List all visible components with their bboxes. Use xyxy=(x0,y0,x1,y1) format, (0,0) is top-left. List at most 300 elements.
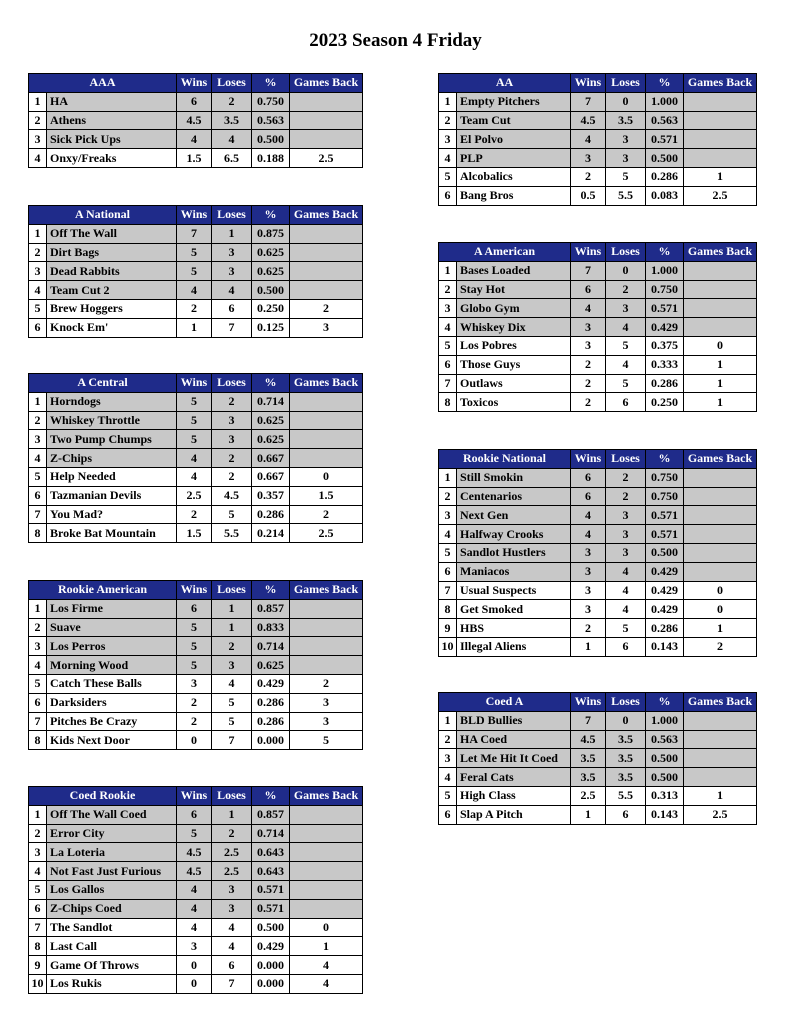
loses-cell: 2 xyxy=(606,280,646,299)
games-back-cell xyxy=(290,843,363,862)
rank-cell: 1 xyxy=(29,92,47,111)
pct-cell: 0.000 xyxy=(252,974,290,993)
rank-cell: 4 xyxy=(29,656,47,675)
pct-cell: 0.500 xyxy=(252,918,290,937)
team-name-cell: Bang Bros xyxy=(457,186,571,205)
table-row xyxy=(29,318,363,337)
pct-header: % xyxy=(252,74,290,93)
rank-cell: 4 xyxy=(29,449,47,468)
rank-cell: 10 xyxy=(439,637,457,656)
wins-cell: 5 xyxy=(177,430,212,449)
team-name-cell: Broke Bat Mountain xyxy=(47,524,177,543)
team-name-cell: El Polvo xyxy=(457,130,571,149)
wins-cell: 5 xyxy=(177,411,212,430)
rank-cell: 8 xyxy=(29,937,47,956)
rank-cell: 2 xyxy=(29,243,47,262)
table-row xyxy=(439,506,757,525)
team-name-cell: You Mad? xyxy=(47,505,177,524)
rank-cell: 4 xyxy=(439,525,457,544)
pct-cell: 0.313 xyxy=(646,786,684,805)
loses-cell: 5 xyxy=(606,619,646,638)
games-back-cell xyxy=(290,618,363,637)
team-name-cell: Tazmanian Devils xyxy=(47,486,177,505)
rank-cell: 4 xyxy=(29,281,47,300)
loses-cell: 3 xyxy=(212,430,252,449)
pct-header: % xyxy=(252,374,290,393)
pct-cell: 0.083 xyxy=(646,186,684,205)
standings-table-aa xyxy=(438,73,757,206)
games-back-header: Games Back xyxy=(290,74,363,93)
table-row xyxy=(439,92,757,111)
wins-cell: 3 xyxy=(571,581,606,600)
games-back-cell: 1 xyxy=(684,374,757,393)
pct-cell: 0.500 xyxy=(646,768,684,787)
table-row xyxy=(439,261,757,280)
loses-cell: 3.5 xyxy=(212,111,252,130)
team-name-cell: Los Gallos xyxy=(47,880,177,899)
games-back-header: Games Back xyxy=(290,787,363,806)
pct-cell: 0.750 xyxy=(252,92,290,111)
rank-cell: 1 xyxy=(29,599,47,618)
wins-cell: 4.5 xyxy=(571,111,606,130)
table-header-row xyxy=(29,787,363,806)
games-back-header: Games Back xyxy=(290,206,363,225)
pct-header: % xyxy=(252,787,290,806)
team-name-cell: Athens xyxy=(47,111,177,130)
games-back-cell: 1 xyxy=(290,937,363,956)
rank-cell: 1 xyxy=(29,392,47,411)
table-row xyxy=(439,393,757,412)
pct-cell: 0.750 xyxy=(646,468,684,487)
wins-cell: 1 xyxy=(571,805,606,824)
team-name-cell: HA Coed xyxy=(457,730,571,749)
games-back-cell: 0 xyxy=(684,336,757,355)
loses-header: Loses xyxy=(606,450,646,469)
loses-header: Loses xyxy=(212,74,252,93)
rank-cell: 7 xyxy=(29,918,47,937)
games-back-cell: 2.5 xyxy=(684,805,757,824)
table-header-row xyxy=(29,206,363,225)
pct-cell: 1.000 xyxy=(646,92,684,111)
loses-cell: 2 xyxy=(212,824,252,843)
loses-cell: 2 xyxy=(212,392,252,411)
pct-cell: 0.563 xyxy=(646,730,684,749)
table-row xyxy=(439,749,757,768)
games-back-cell: 1.5 xyxy=(290,486,363,505)
team-name-cell: BLD Bullies xyxy=(457,711,571,730)
games-back-cell: 1 xyxy=(684,786,757,805)
games-back-cell xyxy=(290,862,363,881)
loses-cell: 1 xyxy=(212,599,252,618)
table-row xyxy=(439,768,757,787)
loses-cell: 2 xyxy=(606,487,646,506)
pct-cell: 0.286 xyxy=(252,693,290,712)
wins-cell: 1 xyxy=(571,637,606,656)
pct-cell: 0.429 xyxy=(646,581,684,600)
games-back-cell xyxy=(684,149,757,168)
table-row xyxy=(29,411,363,430)
games-back-cell xyxy=(290,243,363,262)
rank-cell: 8 xyxy=(29,524,47,543)
pct-cell: 0.571 xyxy=(646,130,684,149)
team-name-cell: Los Firme xyxy=(47,599,177,618)
table-row xyxy=(439,186,757,205)
team-name-cell: Whiskey Dix xyxy=(457,318,571,337)
pct-cell: 0.500 xyxy=(252,130,290,149)
standings-table-a-american xyxy=(438,242,757,412)
games-back-cell: 3 xyxy=(290,693,363,712)
wins-header: Wins xyxy=(177,787,212,806)
table-row xyxy=(439,786,757,805)
loses-cell: 3.5 xyxy=(606,111,646,130)
standings-table-rookie-american xyxy=(28,580,363,750)
rank-cell: 3 xyxy=(439,506,457,525)
loses-cell: 3 xyxy=(606,299,646,318)
table-row xyxy=(439,581,757,600)
wins-cell: 7 xyxy=(571,261,606,280)
games-back-header: Games Back xyxy=(684,450,757,469)
loses-header: Loses xyxy=(212,374,252,393)
loses-cell: 3 xyxy=(606,506,646,525)
table-row xyxy=(29,880,363,899)
games-back-cell xyxy=(684,749,757,768)
pct-cell: 0.625 xyxy=(252,430,290,449)
table-row xyxy=(439,562,757,581)
games-back-cell xyxy=(290,899,363,918)
pct-cell: 0.643 xyxy=(252,843,290,862)
team-name-cell: High Class xyxy=(457,786,571,805)
pct-cell: 0.357 xyxy=(252,486,290,505)
games-back-cell: 0 xyxy=(290,467,363,486)
games-back-cell xyxy=(290,92,363,111)
wins-cell: 0.5 xyxy=(571,186,606,205)
rank-cell: 5 xyxy=(439,543,457,562)
rank-cell: 5 xyxy=(29,299,47,318)
rank-cell: 1 xyxy=(439,711,457,730)
rank-cell: 2 xyxy=(439,111,457,130)
standings-table-a-national xyxy=(28,205,363,338)
games-back-cell: 0 xyxy=(684,600,757,619)
games-back-cell xyxy=(290,111,363,130)
loses-cell: 4 xyxy=(212,674,252,693)
games-back-cell: 3 xyxy=(290,318,363,337)
pct-cell: 1.000 xyxy=(646,261,684,280)
loses-cell: 3 xyxy=(212,243,252,262)
team-name-cell: La Loteria xyxy=(47,843,177,862)
rank-cell: 1 xyxy=(29,224,47,243)
loses-header: Loses xyxy=(606,74,646,93)
team-name-cell: Brew Hoggers xyxy=(47,299,177,318)
wins-cell: 4 xyxy=(177,467,212,486)
loses-cell: 4 xyxy=(606,318,646,337)
team-name-cell: Halfway Crooks xyxy=(457,525,571,544)
loses-cell: 5 xyxy=(606,167,646,186)
loses-cell: 0 xyxy=(606,261,646,280)
team-name-cell: Next Gen xyxy=(457,506,571,525)
table-row xyxy=(29,937,363,956)
loses-cell: 7 xyxy=(212,318,252,337)
wins-cell: 2 xyxy=(571,393,606,412)
table-row xyxy=(29,712,363,731)
pct-cell: 0.500 xyxy=(646,149,684,168)
loses-header: Loses xyxy=(212,787,252,806)
team-name-cell: Still Smokin xyxy=(457,468,571,487)
team-name-cell: Get Smoked xyxy=(457,600,571,619)
games-back-header: Games Back xyxy=(290,374,363,393)
rank-cell: 1 xyxy=(439,92,457,111)
rank-cell: 6 xyxy=(439,562,457,581)
pct-cell: 0.333 xyxy=(646,355,684,374)
pct-cell: 0.143 xyxy=(646,805,684,824)
wins-cell: 1 xyxy=(177,318,212,337)
rank-cell: 7 xyxy=(439,374,457,393)
rank-cell: 6 xyxy=(439,355,457,374)
games-back-cell: 2.5 xyxy=(290,149,363,168)
rank-cell: 3 xyxy=(439,299,457,318)
wins-cell: 1.5 xyxy=(177,524,212,543)
games-back-cell: 2.5 xyxy=(290,524,363,543)
loses-header: Loses xyxy=(212,581,252,600)
pct-cell: 0.625 xyxy=(252,411,290,430)
loses-cell: 5.5 xyxy=(606,186,646,205)
games-back-cell xyxy=(684,711,757,730)
pct-header: % xyxy=(646,450,684,469)
wins-cell: 6 xyxy=(571,468,606,487)
games-back-cell: 2 xyxy=(290,299,363,318)
table-row xyxy=(439,299,757,318)
table-header-row xyxy=(439,243,757,262)
pct-header: % xyxy=(252,581,290,600)
division-name: A Central xyxy=(29,374,177,393)
team-name-cell: Let Me Hit It Coed xyxy=(457,749,571,768)
games-back-cell xyxy=(290,637,363,656)
table-row xyxy=(439,525,757,544)
pct-cell: 0.563 xyxy=(646,111,684,130)
games-back-cell xyxy=(290,656,363,675)
division-name: AA xyxy=(439,74,571,93)
wins-cell: 4 xyxy=(177,880,212,899)
team-name-cell: Not Fast Just Furious xyxy=(47,862,177,881)
wins-cell: 6 xyxy=(177,599,212,618)
rank-cell: 4 xyxy=(29,149,47,168)
games-back-cell xyxy=(684,280,757,299)
team-name-cell: Help Needed xyxy=(47,467,177,486)
team-name-cell: Darksiders xyxy=(47,693,177,712)
pct-cell: 0.750 xyxy=(646,280,684,299)
table-row xyxy=(29,693,363,712)
team-name-cell: Last Call xyxy=(47,937,177,956)
rank-cell: 4 xyxy=(439,149,457,168)
wins-cell: 4 xyxy=(177,449,212,468)
loses-cell: 3 xyxy=(606,130,646,149)
pct-cell: 0.286 xyxy=(646,374,684,393)
wins-cell: 2 xyxy=(177,299,212,318)
loses-cell: 0 xyxy=(606,711,646,730)
games-back-cell xyxy=(290,599,363,618)
wins-cell: 5 xyxy=(177,637,212,656)
rank-cell: 4 xyxy=(29,862,47,881)
team-name-cell: Outlaws xyxy=(457,374,571,393)
pct-cell: 0.250 xyxy=(252,299,290,318)
division-name: Coed Rookie xyxy=(29,787,177,806)
division-name: A National xyxy=(29,206,177,225)
wins-cell: 5 xyxy=(177,262,212,281)
rank-cell: 5 xyxy=(439,167,457,186)
table-header-row xyxy=(439,450,757,469)
wins-cell: 6 xyxy=(571,280,606,299)
table-row xyxy=(29,149,363,168)
loses-cell: 1 xyxy=(212,224,252,243)
team-name-cell: Globo Gym xyxy=(457,299,571,318)
wins-cell: 4 xyxy=(177,281,212,300)
table-row xyxy=(29,111,363,130)
team-name-cell: Two Pump Chumps xyxy=(47,430,177,449)
games-back-cell xyxy=(684,506,757,525)
games-back-cell xyxy=(684,543,757,562)
wins-header: Wins xyxy=(177,374,212,393)
team-name-cell: Maniacos xyxy=(457,562,571,581)
pct-cell: 1.000 xyxy=(646,711,684,730)
table-row xyxy=(29,486,363,505)
pct-cell: 0.571 xyxy=(646,299,684,318)
table-row xyxy=(29,449,363,468)
team-name-cell: Game Of Throws xyxy=(47,956,177,975)
loses-cell: 6.5 xyxy=(212,149,252,168)
pct-cell: 0.571 xyxy=(252,899,290,918)
games-back-cell: 0 xyxy=(684,581,757,600)
team-name-cell: HA xyxy=(47,92,177,111)
games-back-cell: 4 xyxy=(290,956,363,975)
rank-cell: 3 xyxy=(439,749,457,768)
team-name-cell: Team Cut xyxy=(457,111,571,130)
loses-cell: 5 xyxy=(606,374,646,393)
pct-cell: 0.500 xyxy=(646,543,684,562)
games-back-cell xyxy=(290,130,363,149)
loses-cell: 3 xyxy=(606,525,646,544)
loses-cell: 3 xyxy=(212,262,252,281)
loses-header: Loses xyxy=(606,243,646,262)
games-back-cell: 1 xyxy=(684,393,757,412)
team-name-cell: Stay Hot xyxy=(457,280,571,299)
pct-cell: 0.625 xyxy=(252,656,290,675)
table-row xyxy=(29,637,363,656)
rank-cell: 1 xyxy=(439,468,457,487)
loses-cell: 3.5 xyxy=(606,749,646,768)
pct-cell: 0.429 xyxy=(252,674,290,693)
team-name-cell: Toxicos xyxy=(457,393,571,412)
pct-cell: 0.429 xyxy=(252,937,290,956)
pct-cell: 0.833 xyxy=(252,618,290,637)
wins-cell: 3 xyxy=(571,149,606,168)
table-row xyxy=(439,374,757,393)
team-name-cell: Kids Next Door xyxy=(47,731,177,750)
loses-cell: 6 xyxy=(606,805,646,824)
page-title: 2023 Season 4 Friday xyxy=(309,30,482,51)
pct-cell: 0.000 xyxy=(252,731,290,750)
division-name: Coed A xyxy=(439,693,571,712)
rank-cell: 4 xyxy=(439,318,457,337)
loses-header: Loses xyxy=(212,206,252,225)
table-header-row xyxy=(439,693,757,712)
games-back-cell xyxy=(290,392,363,411)
table-row xyxy=(439,355,757,374)
pct-header: % xyxy=(646,74,684,93)
table-row xyxy=(439,487,757,506)
team-name-cell: Bases Loaded xyxy=(457,261,571,280)
rank-cell: 3 xyxy=(29,637,47,656)
team-name-cell: Empty Pitchers xyxy=(457,92,571,111)
loses-cell: 4 xyxy=(212,281,252,300)
loses-header: Loses xyxy=(606,693,646,712)
pct-cell: 0.625 xyxy=(252,262,290,281)
games-back-cell: 2.5 xyxy=(684,186,757,205)
wins-cell: 4.5 xyxy=(177,843,212,862)
loses-cell: 4 xyxy=(606,562,646,581)
table-row xyxy=(439,805,757,824)
wins-cell: 4.5 xyxy=(571,730,606,749)
pct-cell: 0.000 xyxy=(252,956,290,975)
table-row xyxy=(439,149,757,168)
games-back-cell: 2 xyxy=(290,505,363,524)
team-name-cell: Horndogs xyxy=(47,392,177,411)
wins-cell: 2 xyxy=(177,693,212,712)
rank-cell: 6 xyxy=(29,486,47,505)
games-back-cell: 5 xyxy=(290,731,363,750)
wins-cell: 2.5 xyxy=(177,486,212,505)
pct-cell: 0.250 xyxy=(646,393,684,412)
games-back-cell xyxy=(290,281,363,300)
wins-cell: 5 xyxy=(177,824,212,843)
team-name-cell: Off The Wall Coed xyxy=(47,805,177,824)
rank-cell: 3 xyxy=(29,430,47,449)
loses-cell: 2.5 xyxy=(212,843,252,862)
wins-cell: 3 xyxy=(571,336,606,355)
games-back-cell: 0 xyxy=(290,918,363,937)
loses-cell: 3.5 xyxy=(606,730,646,749)
standings-table-a-central xyxy=(28,373,363,543)
table-row xyxy=(29,392,363,411)
team-name-cell: Team Cut 2 xyxy=(47,281,177,300)
table-row xyxy=(29,299,363,318)
pct-cell: 0.857 xyxy=(252,599,290,618)
table-row xyxy=(439,637,757,656)
games-back-cell: 1 xyxy=(684,619,757,638)
team-name-cell: Those Guys xyxy=(457,355,571,374)
rank-cell: 6 xyxy=(29,693,47,712)
wins-cell: 2 xyxy=(571,167,606,186)
wins-cell: 2 xyxy=(571,355,606,374)
wins-cell: 3 xyxy=(571,318,606,337)
games-back-cell xyxy=(290,880,363,899)
table-row xyxy=(29,505,363,524)
loses-cell: 6 xyxy=(606,393,646,412)
table-row xyxy=(29,862,363,881)
games-back-header: Games Back xyxy=(684,243,757,262)
table-row xyxy=(29,674,363,693)
loses-cell: 3 xyxy=(606,149,646,168)
games-back-cell xyxy=(684,111,757,130)
wins-cell: 3 xyxy=(177,937,212,956)
standings-table-coed-a xyxy=(438,692,757,825)
loses-cell: 5.5 xyxy=(212,524,252,543)
wins-cell: 2.5 xyxy=(571,786,606,805)
division-name: Rookie National xyxy=(439,450,571,469)
wins-cell: 4.5 xyxy=(177,111,212,130)
team-name-cell: Dead Rabbits xyxy=(47,262,177,281)
rank-cell: 3 xyxy=(29,843,47,862)
team-name-cell: Pitches Be Crazy xyxy=(47,712,177,731)
team-name-cell: Dirt Bags xyxy=(47,243,177,262)
